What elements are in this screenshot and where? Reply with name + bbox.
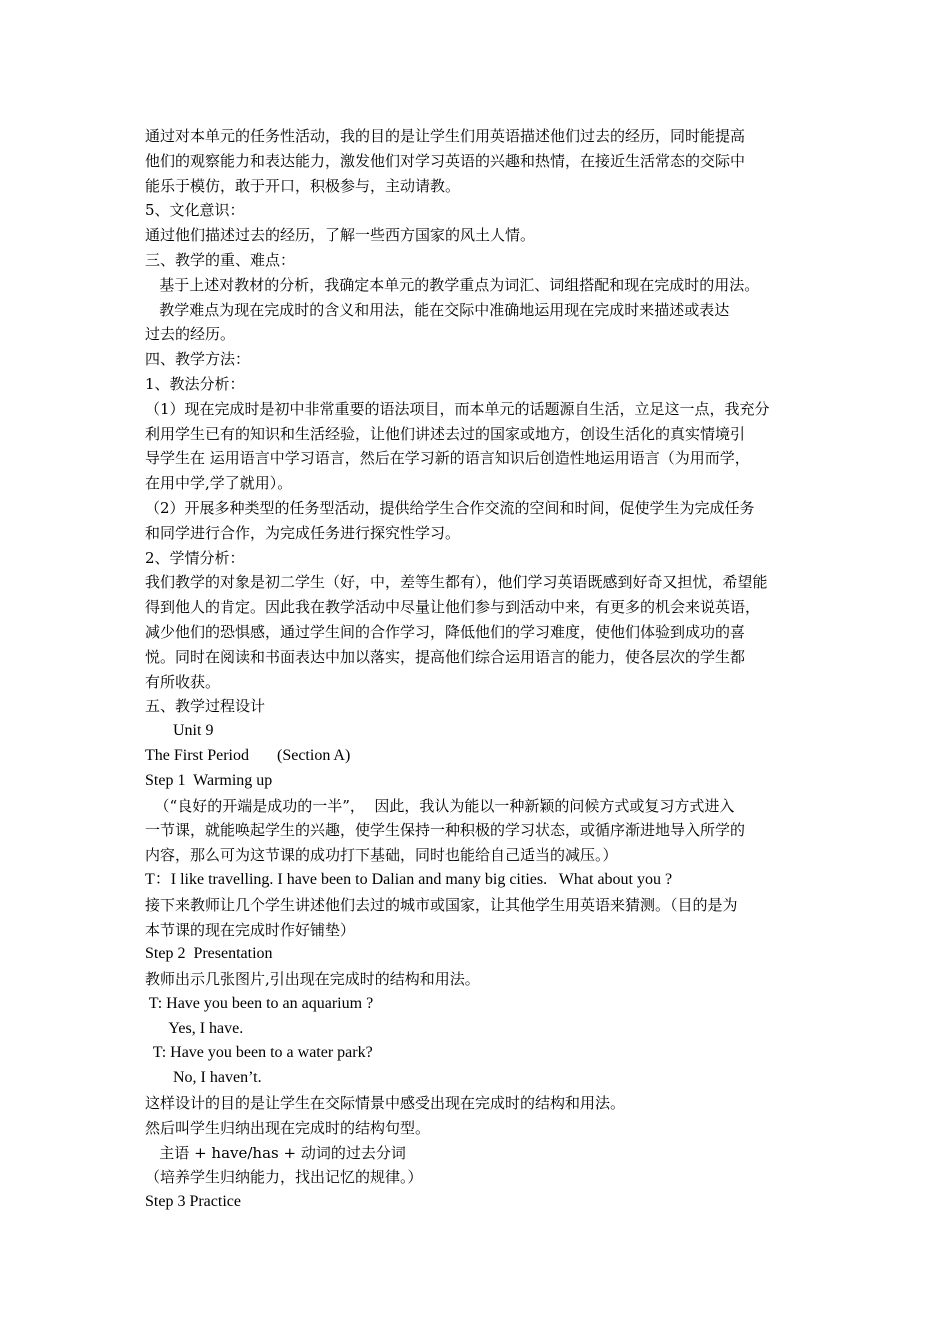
step-heading: Step 2 Presentation	[145, 945, 273, 963]
text-line: 接下来教师让几个学生讲述他们去过的城市或国家，让其他学生用英语来猜测。（目的是为	[145, 895, 738, 914]
text-line: 教师出示几张图片,引出现在完成时的结构和用法。	[145, 970, 480, 989]
section-heading: 四、教学方法：	[145, 350, 251, 369]
text-line: 这样设计的目的是让学生在交际情景中感受出现在完成时的结构和用法。	[145, 1094, 626, 1113]
text-line: 能乐于模仿，敢于开口，积极参与，主动请教。	[145, 176, 461, 195]
text-line: 通过他们描述过去的经历，了解一些西方国家的风土人情。	[145, 226, 536, 245]
text-line: 然后叫学生归纳出现在完成时的结构句型。	[145, 1118, 431, 1137]
dialogue-line: T: Have you been to an aquarium ?	[145, 994, 374, 1012]
text-line: （“良好的开端是成功的一半”， 因此，我认为能以一种新颖的问候方式或复习方式进入	[145, 796, 735, 815]
unit-title: Unit 9	[145, 722, 214, 740]
step-heading: Step 3 Practice	[145, 1193, 241, 1211]
period-title: The First Period (Section A)	[145, 746, 351, 764]
text-line: 本节课的现在完成时作好铺垫）	[145, 920, 356, 939]
section-heading: 五、教学过程设计	[145, 697, 266, 716]
text-line: 内容，那么可为这节课的成功打下基础，同时也能给自己适当的减压。）	[145, 846, 618, 865]
text-line: 基于上述对教材的分析，我确定本单元的教学重点为词汇、词组搭配和现在完成时的用法。	[145, 275, 760, 294]
section-heading: 5、文化意识：	[145, 201, 245, 220]
dialogue-line: No, I haven’t.	[145, 1069, 262, 1087]
text-line: （2）开展多种类型的任务型活动，提供给学生合作交流的空间和时间，促使学生为完成任务	[145, 498, 755, 517]
section-heading: 1、教法分析：	[145, 374, 245, 393]
text-line: 过去的经历。	[145, 325, 236, 344]
dialogue-line: Yes, I have.	[145, 1019, 244, 1037]
text-line: 利用学生已有的知识和生活经验，让他们讲述去过的国家或地方，创设生活化的真实情境引	[145, 424, 746, 443]
text-line: 得到他人的肯定。因此我在教学活动中尽量让他们参与到活动中来，有更多的机会来说英语，	[145, 598, 761, 617]
section-heading: 2、学情分析：	[145, 548, 245, 567]
text-line: 导学生在 运用语言中学习语言，然后在学习新的语言知识后创造性地运用语言（为用而学，	[145, 449, 750, 468]
section-heading: 三、教学的重、难点：	[145, 250, 296, 269]
text-line: 教学难点为现在完成时的含义和用法，能在交际中准确地运用现在完成时来描述或表达	[145, 300, 730, 319]
text-line: 我们教学的对象是初二学生（好，中，差等生都有），他们学习英语既感到好奇又担忧，希望能	[145, 573, 768, 592]
formula-line: 主语 + have/has + 动词的过去分词	[145, 1143, 406, 1162]
document-body	[145, 124, 813, 1215]
text-line: 悦。同时在阅读和书面表达中加以落实，提高他们综合运用语言的能力，使各层次的学生都	[145, 647, 746, 666]
text-line: 通过对本单元的任务性活动，我的目的是让学生们用英语描述他们过去的经历，同时能提高	[145, 127, 746, 145]
text-line: 和同学进行合作，为完成任务进行探究性学习。	[145, 523, 461, 542]
text-line: （1）现在完成时是初中非常重要的语法项目，而本单元的话题源自生活，立足这一点，我充分	[145, 399, 770, 418]
text-line: 在用中学,学了就用）。	[145, 474, 293, 493]
text-line: 他们的观察能力和表达能力，激发他们对学习英语的兴趣和热情，在接近生活常态的交际中	[145, 151, 746, 170]
step-heading: Step 1 Warming up	[145, 771, 273, 789]
dialogue-line: T：I like travelling. I have been to Dalian and many big cities. What about you ?	[145, 870, 673, 888]
text-line: （培养学生归纳能力，找出记忆的规律。）	[145, 1168, 423, 1187]
text-line: 一节课，就能唤起学生的兴趣，使学生保持一种积极的学习状态，或循序渐进地导入所学的	[145, 821, 746, 840]
text-line: 有所收获。	[145, 672, 221, 691]
text-line: 减少他们的恐惧感，通过学生间的合作学习，降低他们的学习难度，使他们体验到成功的喜	[145, 622, 746, 641]
dialogue-line: T: Have you been to a water park?	[145, 1044, 373, 1062]
